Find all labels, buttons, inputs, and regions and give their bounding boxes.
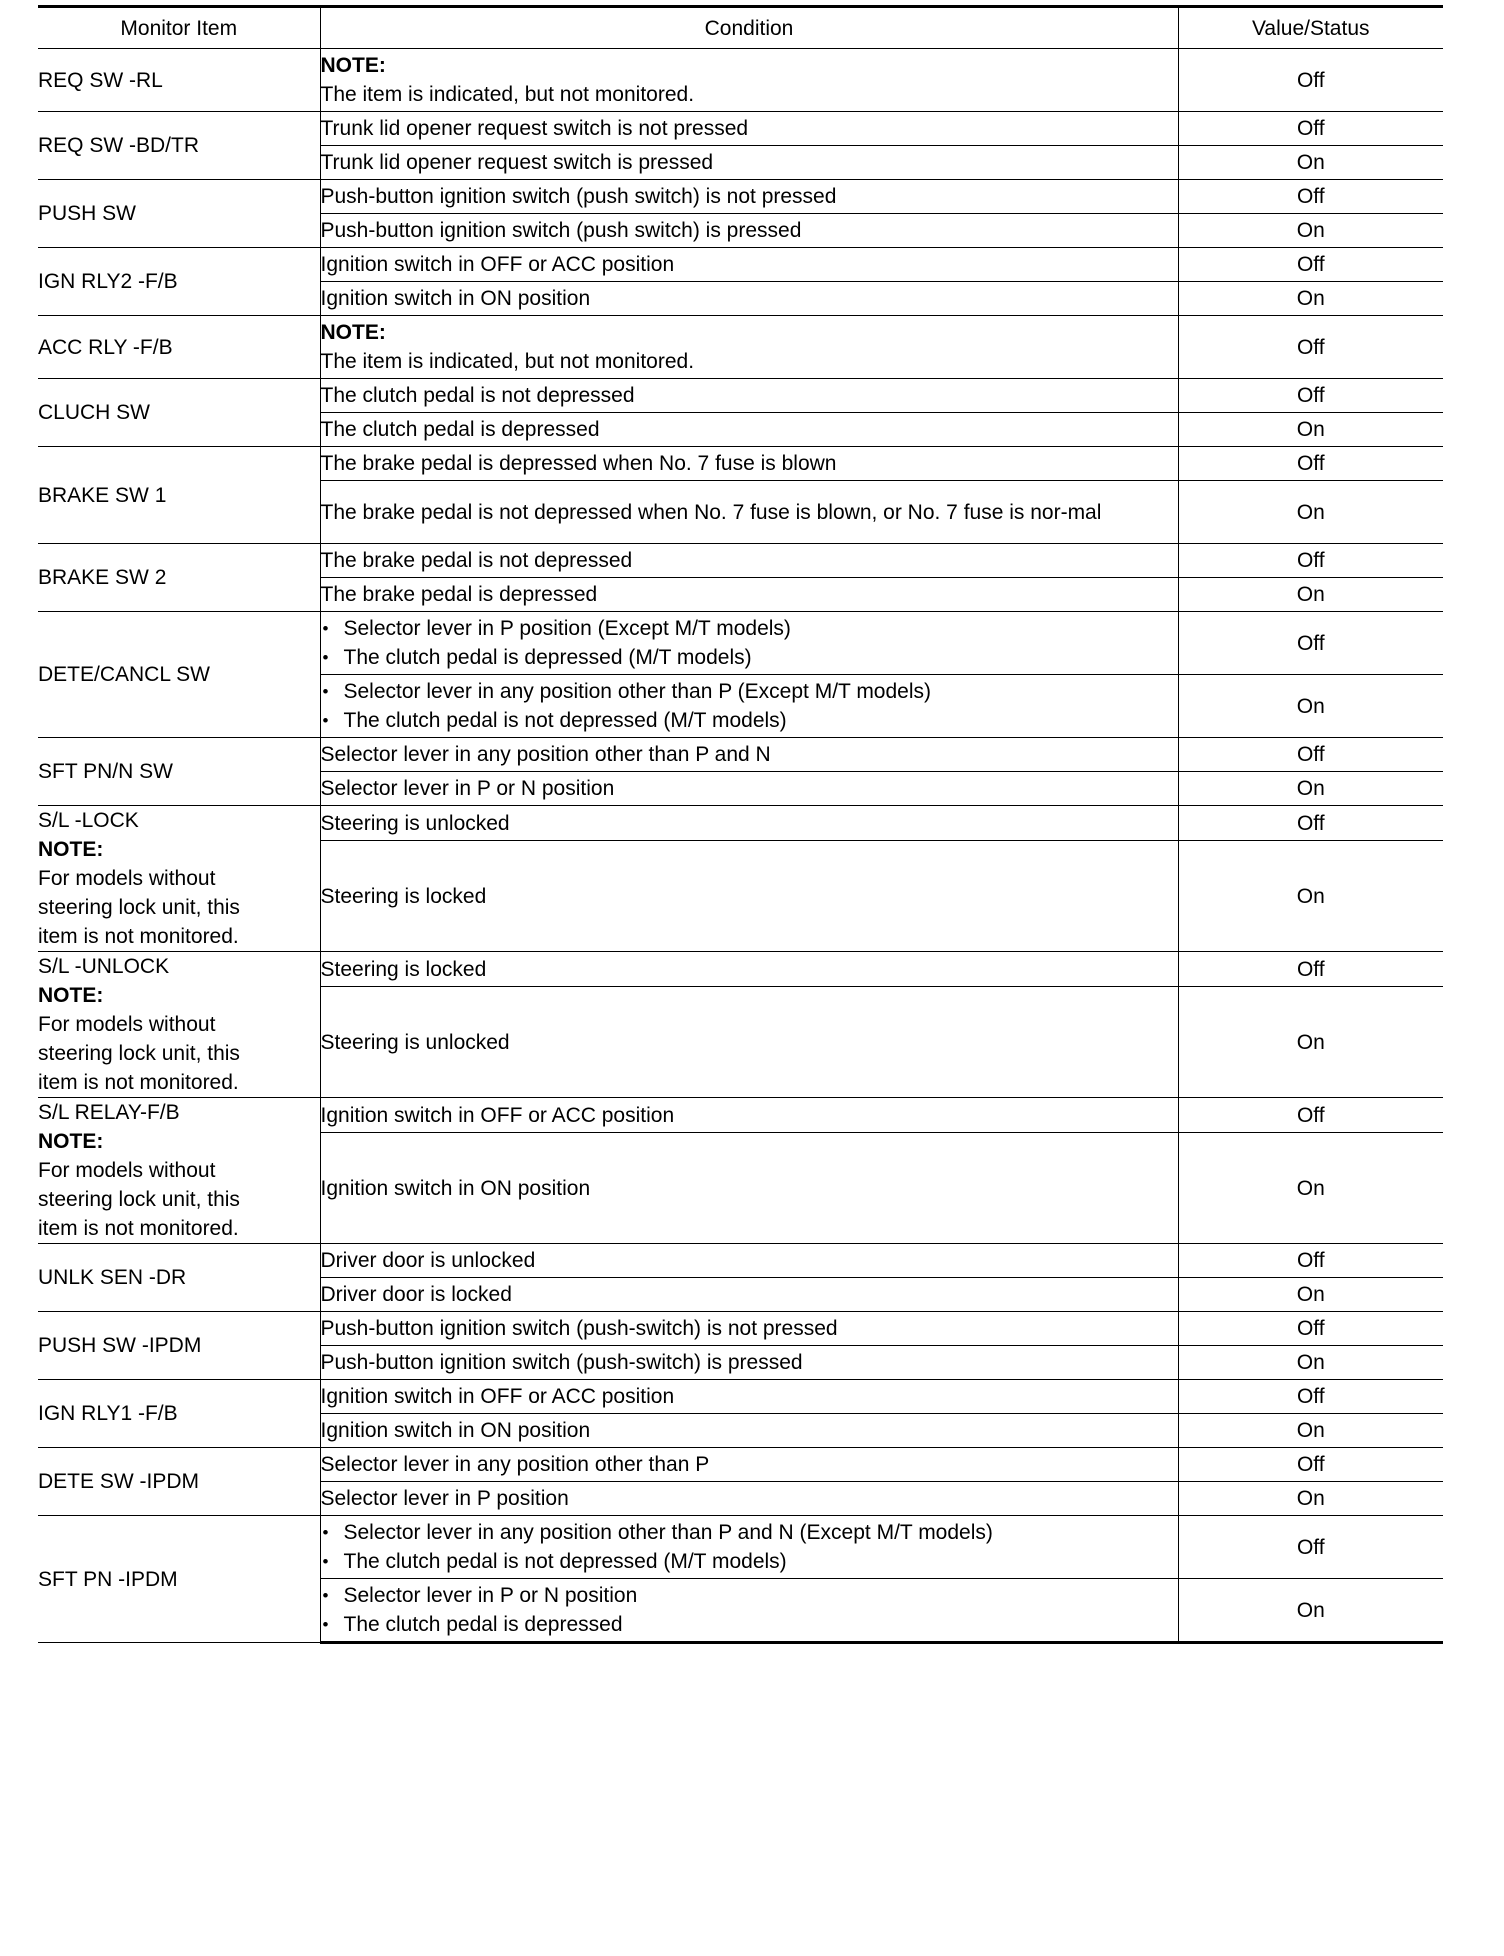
value-cell: Off <box>1178 1098 1443 1133</box>
monitor-table <box>38 5 1443 1644</box>
condition-cell: Selector lever in P position <box>320 1482 1178 1516</box>
condition-cell: Steering is locked <box>320 841 1178 952</box>
condition-cell: Push-button ignition switch (push-switch) is not pressed <box>320 1312 1178 1346</box>
monitor-item-cell <box>38 738 320 806</box>
monitor-item-label: ACC RLY -F/B <box>38 335 173 359</box>
value-cell: On <box>1178 987 1443 1098</box>
value-cell: On <box>1178 1579 1443 1643</box>
condition-cell: Selector lever in P or N position <box>320 772 1178 806</box>
value-cell: On <box>1178 1482 1443 1516</box>
header-condition: Condition <box>320 7 1178 49</box>
note-line: steering lock unit, this <box>38 1042 240 1065</box>
header-monitor-item: Monitor Item <box>38 7 320 49</box>
condition-cell: Push-button ignition switch (push-switch) is pressed <box>320 1346 1178 1380</box>
monitor-item-cell <box>38 112 320 180</box>
condition-cell: Trunk lid opener request switch is not pressed <box>320 112 1178 146</box>
condition-cell: Selector lever in any position other than P <box>320 1448 1178 1482</box>
value-cell: On <box>1178 413 1443 447</box>
table-row <box>38 248 1443 282</box>
condition-text: The item is indicated, but not monitored. <box>320 83 695 106</box>
condition-cell: The clutch pedal is depressed <box>320 413 1178 447</box>
monitor-item-label: S/L RELAY-F/B <box>38 1101 180 1124</box>
table-row <box>38 1516 1443 1579</box>
condition-text: The item is indicated, but not monitored. <box>320 350 695 373</box>
table-row <box>38 952 1443 987</box>
value-cell: Off <box>1178 248 1443 282</box>
monitor-item-cell <box>38 248 320 316</box>
value-cell: On <box>1178 146 1443 180</box>
value-cell: Off <box>1178 544 1443 578</box>
monitor-item-label: S/L -UNLOCK <box>38 955 170 978</box>
note-title: NOTE: <box>38 1130 104 1153</box>
value-cell: On <box>1178 841 1443 952</box>
monitor-item-label: S/L -LOCK <box>38 809 139 832</box>
table-row <box>38 806 1443 841</box>
monitor-item-cell <box>38 180 320 248</box>
monitor-item-label: DETE SW -IPDM <box>38 1470 199 1493</box>
condition-cell: Ignition switch in ON position <box>320 1133 1178 1244</box>
note-line: For models without <box>38 1159 216 1182</box>
condition-cell: Ignition switch in ON position <box>320 1414 1178 1448</box>
monitor-item-cell <box>38 379 320 447</box>
value-cell: Off <box>1178 1244 1443 1278</box>
condition-cell <box>320 1516 1178 1579</box>
monitor-item-label: BRAKE SW 2 <box>38 566 167 589</box>
value-cell: Off <box>1178 447 1443 481</box>
bullet-item: • The clutch pedal is not depressed (M/T models) <box>321 1547 1178 1576</box>
condition-cell: The clutch pedal is not depressed <box>320 379 1178 413</box>
monitor-item-label: UNLK SEN -DR <box>38 1266 187 1289</box>
note-title: NOTE: <box>38 984 104 1007</box>
value-cell: Off <box>1178 180 1443 214</box>
note-title: NOTE: <box>320 54 386 77</box>
note-line: steering lock unit, this <box>38 896 240 919</box>
monitor-item-cell <box>38 447 320 544</box>
note-line: steering lock unit, this <box>38 1188 240 1211</box>
bullet-item: • The clutch pedal is depressed (M/T models) <box>321 643 1178 672</box>
monitor-item-cell <box>38 1380 320 1448</box>
bullet-list <box>321 614 1178 672</box>
bullet-item: • Selector lever in P position (Except M/T models) <box>321 614 1178 643</box>
monitor-item-label: SFT PN -IPDM <box>38 1567 178 1591</box>
condition-cell: Ignition switch in OFF or ACC position <box>320 1380 1178 1414</box>
value-cell: On <box>1178 578 1443 612</box>
bullet-item: • The clutch pedal is not depressed (M/T models) <box>321 706 1178 735</box>
value-cell: On <box>1178 1133 1443 1244</box>
value-cell: Off <box>1178 112 1443 146</box>
table-row <box>38 112 1443 146</box>
condition-cell: Trunk lid opener request switch is pressed <box>320 146 1178 180</box>
condition-cell: The brake pedal is not depressed <box>320 544 1178 578</box>
condition-cell: Ignition switch in OFF or ACC position <box>320 1098 1178 1133</box>
condition-cell: The brake pedal is not depressed when No. 7 fuse is blown, or No. 7 fuse is nor-mal <box>320 481 1178 544</box>
table-row <box>38 738 1443 772</box>
bullet-item: • The clutch pedal is depressed <box>321 1610 1178 1639</box>
note-line: item is not monitored. <box>38 1071 239 1094</box>
value-cell: On <box>1178 1414 1443 1448</box>
bullet-item: • Selector lever in any position other than P and N (Except M/T models) <box>321 1518 1178 1547</box>
monitor-item-label: IGN RLY1 -F/B <box>38 1402 178 1425</box>
condition-cell: Steering is unlocked <box>320 806 1178 841</box>
monitor-item-cell <box>38 612 320 738</box>
monitor-item-cell <box>38 316 320 379</box>
condition-cell: Driver door is unlocked <box>320 1244 1178 1278</box>
table-row <box>38 1312 1443 1346</box>
table-row <box>38 1098 1443 1133</box>
table-row <box>38 49 1443 112</box>
table-row <box>38 447 1443 481</box>
condition-cell <box>320 316 1178 379</box>
value-cell: Off <box>1178 952 1443 987</box>
condition-cell: Ignition switch in ON position <box>320 282 1178 316</box>
table-row <box>38 316 1443 379</box>
value-cell: Off <box>1178 1380 1443 1414</box>
note-line: For models without <box>38 867 216 890</box>
table-row <box>38 544 1443 578</box>
condition-cell: Ignition switch in OFF or ACC position <box>320 248 1178 282</box>
value-cell: Off <box>1178 1312 1443 1346</box>
monitor-item-label: PUSH SW -IPDM <box>38 1334 202 1357</box>
value-cell: Off <box>1178 612 1443 675</box>
condition-cell: Selector lever in any position other than P and N <box>320 738 1178 772</box>
monitor-item-cell <box>38 1448 320 1516</box>
value-cell: Off <box>1178 49 1443 112</box>
monitor-item-cell <box>38 952 320 1098</box>
value-cell: Off <box>1178 738 1443 772</box>
note-title: NOTE: <box>320 321 386 344</box>
monitor-item-label: BRAKE SW 1 <box>38 483 167 507</box>
note-line: item is not monitored. <box>38 925 239 948</box>
value-cell: On <box>1178 481 1443 544</box>
condition-cell <box>320 49 1178 112</box>
monitor-item-label: SFT PN/N SW <box>38 760 173 783</box>
value-cell: On <box>1178 1278 1443 1312</box>
value-cell: On <box>1178 772 1443 806</box>
value-cell: Off <box>1178 806 1443 841</box>
bullet-list <box>321 1581 1178 1639</box>
monitor-item-label: IGN RLY2 -F/B <box>38 270 178 293</box>
condition-cell: Steering is locked <box>320 952 1178 987</box>
bullet-item: • Selector lever in P or N position <box>321 1581 1178 1610</box>
value-cell: Off <box>1178 379 1443 413</box>
bullet-list <box>321 1518 1178 1576</box>
monitor-item-cell <box>38 1244 320 1312</box>
monitor-item-cell <box>38 1098 320 1244</box>
value-cell: Off <box>1178 1448 1443 1482</box>
condition-cell: The brake pedal is depressed when No. 7 fuse is blown <box>320 447 1178 481</box>
monitor-item-label: REQ SW -BD/TR <box>38 134 199 157</box>
table-row <box>38 1380 1443 1414</box>
monitor-item-label: REQ SW -RL <box>38 68 163 92</box>
condition-cell <box>320 675 1178 738</box>
condition-cell: Steering is unlocked <box>320 987 1178 1098</box>
monitor-item-label: CLUCH SW <box>38 401 151 424</box>
monitor-item-cell <box>38 49 320 112</box>
condition-cell <box>320 1579 1178 1643</box>
table-row <box>38 612 1443 675</box>
note-line: For models without <box>38 1013 216 1036</box>
value-cell: On <box>1178 282 1443 316</box>
value-cell: On <box>1178 1346 1443 1380</box>
value-cell: On <box>1178 675 1443 738</box>
header-value-status: Value/Status <box>1178 7 1443 49</box>
condition-cell: Push-button ignition switch (push switch) is pressed <box>320 214 1178 248</box>
note-line: item is not monitored. <box>38 1217 239 1240</box>
bullet-item: • Selector lever in any position other than P (Except M/T models) <box>321 677 1178 706</box>
monitor-item-cell <box>38 1312 320 1380</box>
condition-cell: Driver door is locked <box>320 1278 1178 1312</box>
table-row <box>38 1244 1443 1278</box>
note-title: NOTE: <box>38 838 104 861</box>
bullet-list <box>321 677 1178 735</box>
condition-cell: The brake pedal is depressed <box>320 578 1178 612</box>
value-cell: Off <box>1178 316 1443 379</box>
monitor-item-label: DETE/CANCL SW <box>38 663 210 686</box>
monitor-item-label: PUSH SW <box>38 202 137 225</box>
monitor-item-cell <box>38 1516 320 1643</box>
table-row <box>38 379 1443 413</box>
condition-cell: Push-button ignition switch (push switch) is not pressed <box>320 180 1178 214</box>
monitor-item-cell <box>38 806 320 952</box>
condition-cell <box>320 612 1178 675</box>
header-row <box>38 7 1443 49</box>
table-row <box>38 180 1443 214</box>
table-row <box>38 1448 1443 1482</box>
value-cell: On <box>1178 214 1443 248</box>
value-cell: Off <box>1178 1516 1443 1579</box>
monitor-item-cell <box>38 544 320 612</box>
